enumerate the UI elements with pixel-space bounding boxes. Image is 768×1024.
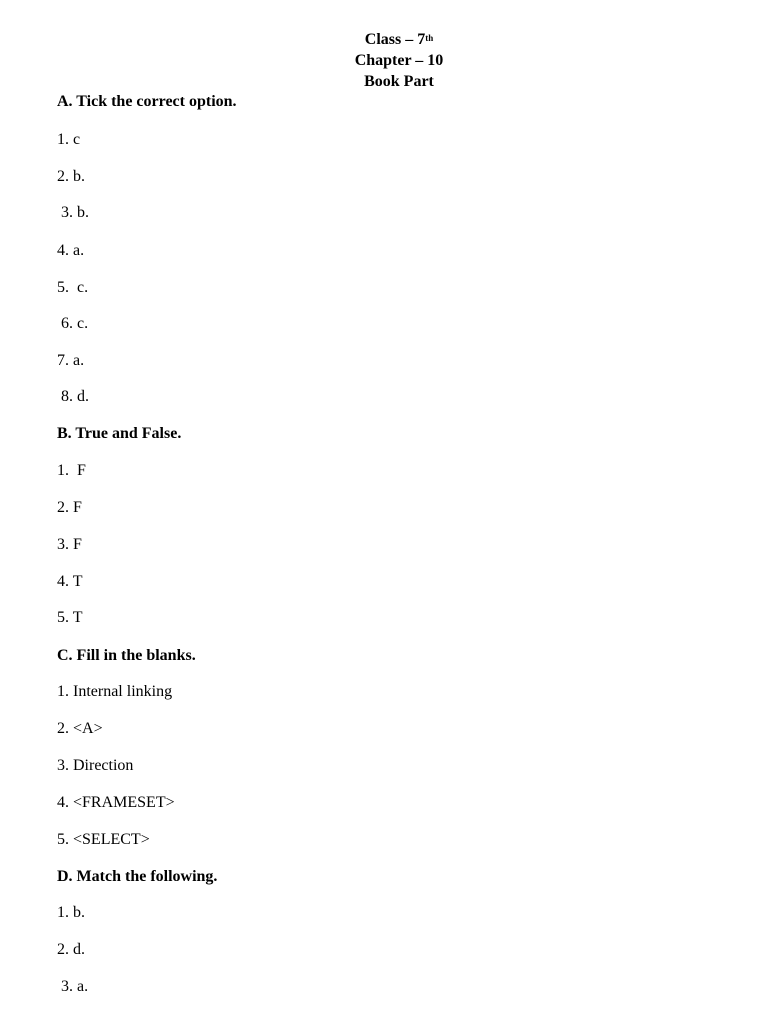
item-number: 3. [57,757,69,774]
section-a-item-3 [61,203,89,223]
section-b-item-3 [57,535,82,555]
item-answer: b. [73,168,85,185]
class-label: Class – 7 [364,31,426,48]
item-answer: T [72,573,83,590]
section-c-item-5 [57,830,150,850]
item-answer: T [72,609,83,626]
item-answer: c. [73,279,89,296]
section-c-item-2 [57,719,103,739]
item-answer: a. [73,352,85,369]
item-number: 2. [57,941,69,958]
item-number: 5. [57,279,69,296]
item-answer: b. [73,904,85,921]
item-answer: c. [77,315,89,332]
item-answer: a. [77,978,89,995]
class-superscript: th [425,33,434,43]
item-number: 3. [61,978,73,995]
item-answer: c [73,131,81,148]
item-answer: <SELECT> [73,831,150,848]
item-number: 2. [57,720,69,737]
item-number: 1. [57,683,69,700]
item-number: 2. [57,168,69,185]
section-a-item-5 [57,278,88,298]
chapter-heading: Chapter – 10 [354,52,444,69]
item-number: 2. [57,499,69,516]
section-a-item-4 [57,241,84,261]
item-number: 1. [57,462,69,479]
section-a-item-2 [57,167,85,187]
item-answer: F [73,536,82,553]
item-number: 3. [57,536,69,553]
section-d-title: D. Match the following. [57,868,218,885]
item-number: 4. [57,242,69,259]
section-b-item-4 [57,572,83,592]
item-number: 4. [57,794,69,811]
item-answer: F [73,499,82,516]
section-a-item-8 [61,387,89,407]
section-d-item-1 [57,903,85,923]
section-c-title: C. Fill in the blanks. [57,647,196,664]
item-number: 8. [61,388,73,405]
section-a-item-7 [57,351,84,371]
section-a-item-6 [61,314,88,334]
item-answer: Internal linking [73,683,173,700]
item-answer: F [73,462,86,479]
section-a-title: A. Tick the correct option. [57,93,237,110]
item-answer: <FRAMESET> [73,794,175,811]
section-c-item-4 [57,793,175,813]
section-c-item-1 [57,682,172,702]
item-answer: <A> [73,720,103,737]
item-number: 5. [57,609,69,626]
item-answer: d. [77,388,89,405]
item-number: 4. [57,573,69,590]
item-number: 1. [57,904,69,921]
item-number: 3. [61,204,73,221]
section-a-item-1 [57,130,80,150]
section-b-item-1 [57,461,86,481]
section-c-item-3 [57,756,133,776]
item-number: 1. [57,131,69,148]
section-b-title: B. True and False. [57,425,182,442]
item-answer: d. [73,941,85,958]
section-b-item-5 [57,608,83,628]
section-d-item-2 [57,940,85,960]
item-number: 5. [57,831,69,848]
item-answer: a. [73,242,85,259]
section-b-item-2 [57,498,82,518]
class-heading [0,30,768,50]
item-answer: b. [77,204,89,221]
item-number: 7. [57,352,69,369]
item-answer: Direction [73,757,134,774]
section-d-item-3 [61,977,88,997]
item-number: 6. [61,315,73,332]
part-heading: Book Part [364,73,434,90]
